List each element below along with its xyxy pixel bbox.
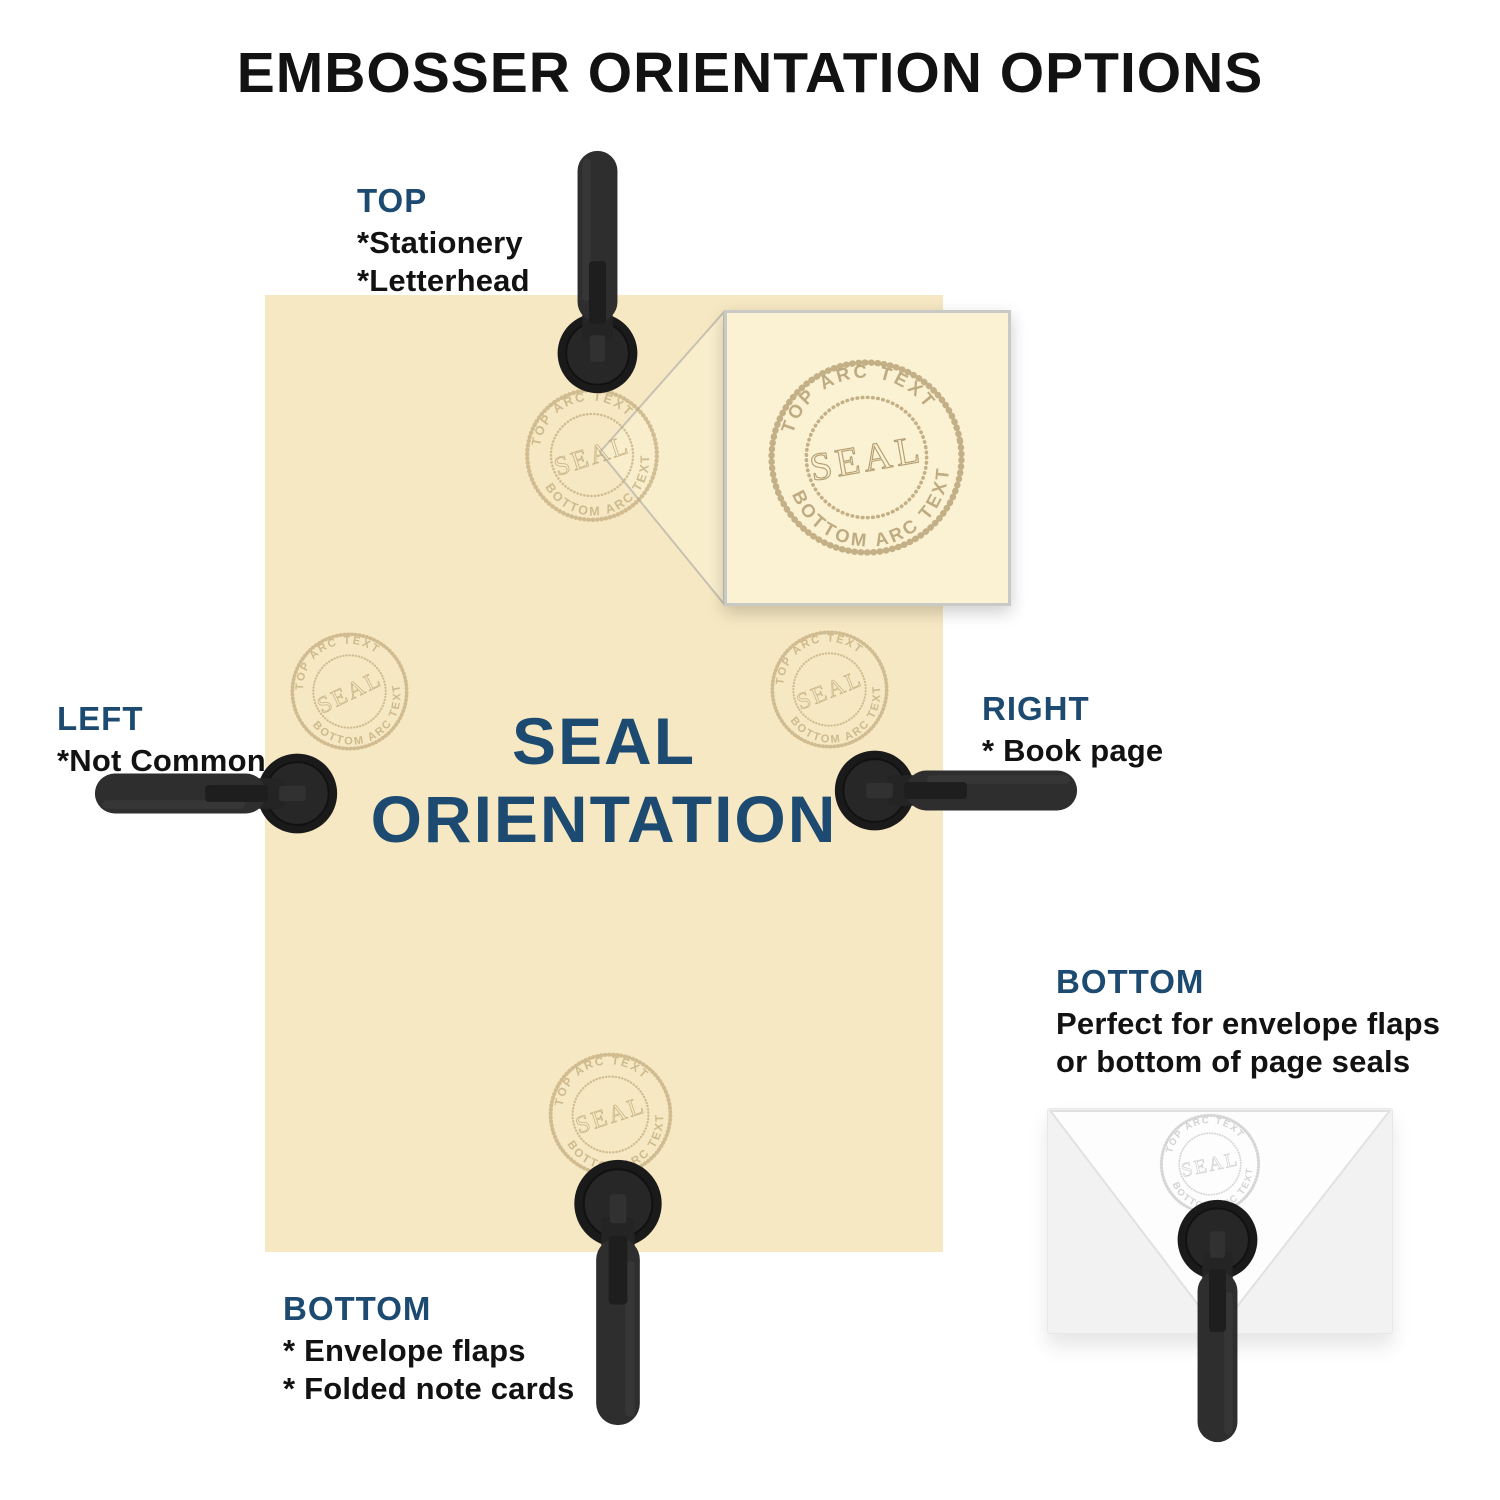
label-bottom-note: * Envelope flaps: [283, 1333, 526, 1368]
embosser-envelope: [1170, 1197, 1265, 1444]
label-top-note: *Stationery: [357, 225, 523, 260]
label-top-note: *Letterhead: [357, 262, 530, 298]
seal-impression-closeup: [744, 335, 988, 579]
label-bottom-callout-desc: Perfect for envelope flaps: [1056, 1006, 1441, 1041]
page-title: EMBOSSER ORIENTATION OPTIONS: [236, 41, 1264, 105]
label-top: [357, 182, 530, 300]
label-right-heading: RIGHT: [982, 690, 1090, 727]
label-bottom-callout: [1056, 963, 1440, 1081]
seal-orientation-line2: ORIENTATION: [370, 781, 838, 856]
label-bottom-callout-desc: or bottom of page seals: [1056, 1043, 1411, 1079]
label-left-heading: LEFT: [57, 700, 144, 737]
label-right-note: * Book page: [982, 733, 1164, 768]
label-left: [57, 700, 266, 780]
embosser-top: [550, 149, 645, 396]
label-top-heading: TOP: [357, 182, 428, 219]
label-bottom-note: * Folded note cards: [283, 1370, 575, 1406]
label-right: [982, 690, 1163, 770]
label-bottom-callout-heading: BOTTOM: [1056, 963, 1205, 1000]
seal-orientation-line1: SEAL: [511, 704, 697, 778]
seal-orientation-label: [265, 703, 943, 859]
embosser-bottom: [566, 1156, 670, 1428]
label-bottom-heading: BOTTOM: [283, 1290, 432, 1327]
label-left-note: *Not Common: [57, 743, 266, 778]
label-bottom: [283, 1290, 574, 1408]
